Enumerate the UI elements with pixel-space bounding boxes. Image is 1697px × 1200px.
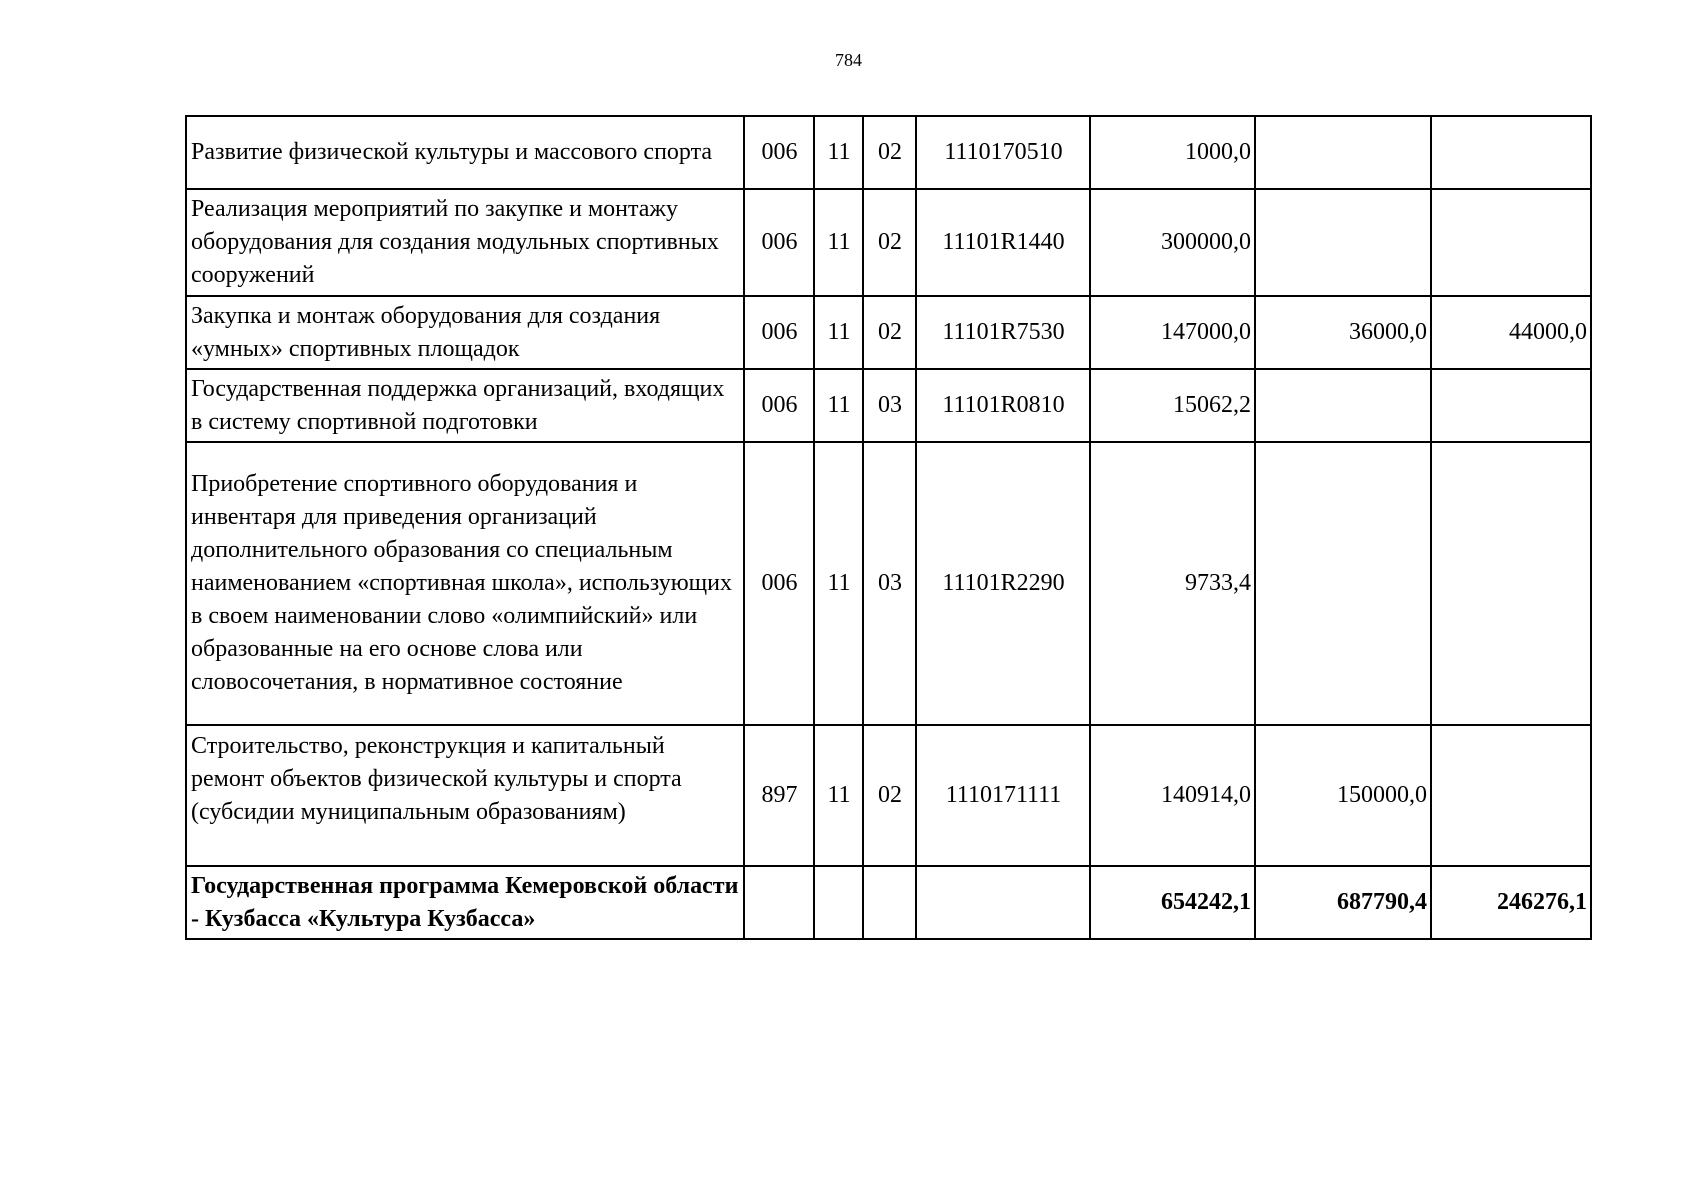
ministry-code-cell: 006 bbox=[744, 116, 814, 189]
total-row bbox=[186, 866, 1591, 939]
amount-2-cell: 687790,4 bbox=[1255, 866, 1431, 939]
page-number: 784 bbox=[835, 50, 862, 70]
target-article-cell: 1110170510 bbox=[916, 116, 1090, 189]
subsection-code-cell: 03 bbox=[863, 369, 916, 442]
table-row bbox=[186, 369, 1591, 442]
amount-1-cell: 654242,1 bbox=[1090, 866, 1255, 939]
section-code-cell bbox=[814, 866, 863, 939]
amount-3-cell bbox=[1431, 369, 1591, 442]
section-code-cell: 11 bbox=[814, 296, 863, 369]
ministry-code-cell: 006 bbox=[744, 189, 814, 296]
target-article-cell: 11101R0810 bbox=[916, 369, 1090, 442]
amount-1-cell: 147000,0 bbox=[1090, 296, 1255, 369]
row-name: Закупка и монтаж оборудования для создания «умных» спортивных площадок bbox=[191, 302, 661, 362]
amount-3-cell bbox=[1431, 442, 1591, 725]
target-article-cell: 11101R2290 bbox=[916, 442, 1090, 725]
amount-3-cell: 246276,1 bbox=[1431, 866, 1591, 939]
row-name: Развитие физической культуры и массового спорта bbox=[191, 139, 713, 165]
subsection-code-cell: 02 bbox=[863, 296, 916, 369]
section-code-cell: 11 bbox=[814, 116, 863, 189]
row-name: Приобретение спортивного оборудования и инвентаря для приведения организаций дополнительного образования со специальным наименованием «спортивная школа», использующих в своем наименовании слово «олимпийский» или образованные на его основе слова или словосочетания, в нормативное состояние bbox=[191, 471, 733, 695]
amount-1-cell: 9733,4 bbox=[1090, 442, 1255, 725]
amount-2-cell bbox=[1255, 116, 1431, 189]
row-name-cell bbox=[186, 725, 744, 866]
row-name-cell bbox=[186, 369, 744, 442]
amount-3-cell bbox=[1431, 725, 1591, 866]
table-row bbox=[186, 725, 1591, 866]
table-row bbox=[186, 296, 1591, 369]
ministry-code-cell: 897 bbox=[744, 725, 814, 866]
target-article-cell: 11101R7530 bbox=[916, 296, 1090, 369]
row-name-cell bbox=[186, 296, 744, 369]
subsection-code-cell: 03 bbox=[863, 442, 916, 725]
amount-2-cell bbox=[1255, 442, 1431, 725]
amount-2-cell bbox=[1255, 189, 1431, 296]
amount-2-cell bbox=[1255, 369, 1431, 442]
ministry-code-cell: 006 bbox=[744, 442, 814, 725]
amount-3-cell: 44000,0 bbox=[1431, 296, 1591, 369]
section-code-cell: 11 bbox=[814, 442, 863, 725]
subsection-code-cell: 02 bbox=[863, 189, 916, 296]
section-code-cell: 11 bbox=[814, 369, 863, 442]
amount-1-cell: 140914,0 bbox=[1090, 725, 1255, 866]
row-name-cell bbox=[186, 442, 744, 725]
row-name-cell bbox=[186, 189, 744, 296]
target-article-cell: 11101R1440 bbox=[916, 189, 1090, 296]
amount-1-cell: 15062,2 bbox=[1090, 369, 1255, 442]
subsection-code-cell: 02 bbox=[863, 725, 916, 866]
row-name-cell bbox=[186, 866, 744, 939]
ministry-code-cell: 006 bbox=[744, 369, 814, 442]
subsection-code-cell: 02 bbox=[863, 116, 916, 189]
row-name: Государственная поддержка организаций, входящих в систему спортивной подготовки bbox=[191, 375, 725, 435]
amount-3-cell bbox=[1431, 116, 1591, 189]
section-code-cell: 11 bbox=[814, 725, 863, 866]
target-article-cell bbox=[916, 866, 1090, 939]
row-name: Реализация мероприятий по закупке и монтажу оборудования для создания модульных спортивных сооружений bbox=[191, 196, 719, 288]
amount-1-cell: 1000,0 bbox=[1090, 116, 1255, 189]
amount-2-cell: 150000,0 bbox=[1255, 725, 1431, 866]
row-name: Государственная программа Кемеровской области - Кузбасса «Культура Кузбасса» bbox=[191, 872, 739, 932]
row-name-cell bbox=[186, 116, 744, 189]
section-code-cell: 11 bbox=[814, 189, 863, 296]
ministry-code-cell: 006 bbox=[744, 296, 814, 369]
amount-1-cell: 300000,0 bbox=[1090, 189, 1255, 296]
table-row bbox=[186, 442, 1591, 725]
amount-3-cell bbox=[1431, 189, 1591, 296]
amount-2-cell: 36000,0 bbox=[1255, 296, 1431, 369]
table-row bbox=[186, 189, 1591, 296]
budget-table bbox=[185, 115, 1592, 940]
table-row bbox=[186, 116, 1591, 189]
ministry-code-cell bbox=[744, 866, 814, 939]
target-article-cell: 1110171111 bbox=[916, 725, 1090, 866]
subsection-code-cell bbox=[863, 866, 916, 939]
row-name: Строительство, реконструкция и капитальный ремонт объектов физической культуры и спорта (субсидии муниципальным образованиям) bbox=[191, 733, 682, 825]
